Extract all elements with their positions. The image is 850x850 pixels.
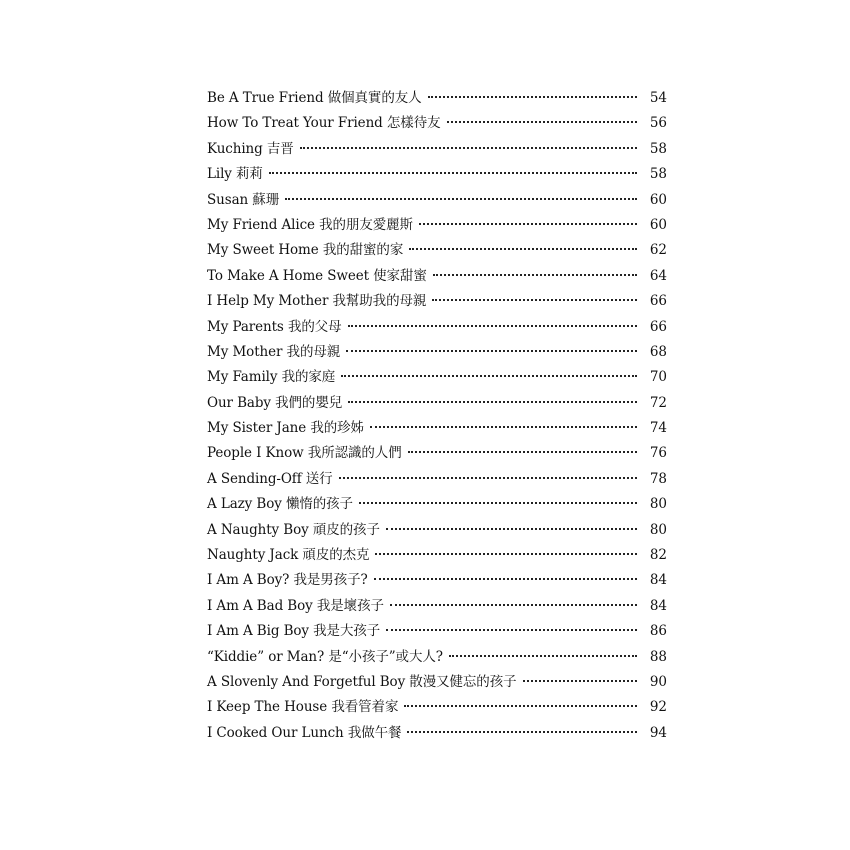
entry-title: I Am A Boy? 我是男孩子? bbox=[207, 572, 368, 589]
entry-page-number: 90 bbox=[649, 673, 667, 690]
entry-page-number: 64 bbox=[649, 267, 667, 284]
entry-title: Susan 蘇珊 bbox=[207, 191, 280, 208]
entry-page-number: 84 bbox=[649, 597, 667, 614]
toc-entry bbox=[207, 86, 667, 111]
entry-title: Naughty Jack 頑皮的杰克 bbox=[207, 547, 370, 564]
dot-leader bbox=[348, 324, 637, 327]
table-of-contents bbox=[207, 86, 667, 746]
entry-page-number: 54 bbox=[649, 90, 667, 106]
toc-entry bbox=[207, 213, 667, 238]
toc-entry bbox=[207, 568, 667, 593]
dot-leader bbox=[375, 552, 637, 555]
toc-entry bbox=[207, 695, 667, 720]
entry-title: A Lazy Boy 懶惰的孩子 bbox=[207, 496, 353, 513]
dot-leader bbox=[407, 730, 637, 733]
toc-entry bbox=[207, 289, 667, 314]
toc-entry bbox=[207, 619, 667, 644]
toc-entry bbox=[207, 137, 667, 162]
dot-leader bbox=[409, 247, 637, 250]
entry-page-number: 80 bbox=[649, 521, 667, 538]
toc-entry bbox=[207, 441, 667, 466]
entry-page-number: 66 bbox=[649, 318, 667, 335]
toc-entry bbox=[207, 340, 667, 365]
toc-entry bbox=[207, 188, 667, 213]
entry-page-number: 62 bbox=[649, 242, 667, 259]
toc-entry bbox=[207, 315, 667, 340]
toc-entry bbox=[207, 238, 667, 263]
dot-leader bbox=[374, 577, 637, 580]
entry-page-number: 60 bbox=[649, 191, 667, 208]
toc-entry bbox=[207, 670, 667, 695]
entry-title: I Help My Mother 我幫助我的母親 bbox=[207, 293, 427, 310]
entry-page-number: 68 bbox=[649, 343, 667, 360]
entry-title: My Sister Jane 我的珍姊 bbox=[207, 420, 364, 437]
dot-leader bbox=[359, 501, 637, 504]
toc-entry bbox=[207, 416, 667, 441]
entry-title: My Family 我的家庭 bbox=[207, 369, 336, 386]
dot-leader bbox=[433, 273, 637, 276]
dot-leader bbox=[386, 628, 637, 631]
entry-page-number: 88 bbox=[649, 648, 667, 665]
dot-leader bbox=[341, 374, 637, 377]
dot-leader bbox=[346, 349, 637, 352]
dot-leader bbox=[390, 603, 637, 606]
entry-page-number: 84 bbox=[649, 572, 667, 589]
toc-entry bbox=[207, 518, 667, 543]
entry-title: I Keep The House 我看管着家 bbox=[207, 699, 399, 716]
toc-entry bbox=[207, 594, 667, 619]
toc-entry bbox=[207, 645, 667, 670]
entry-page-number: 78 bbox=[649, 470, 667, 487]
entry-page-number: 82 bbox=[649, 547, 667, 564]
toc-entry bbox=[207, 391, 667, 416]
dot-leader bbox=[428, 95, 637, 98]
entry-title: People I Know 我所認識的人們 bbox=[207, 445, 402, 462]
entry-page-number: 70 bbox=[649, 369, 667, 386]
entry-page-number: 66 bbox=[649, 293, 667, 310]
toc-entry bbox=[207, 492, 667, 517]
entry-title: Lily 莉莉 bbox=[207, 166, 263, 183]
dot-leader bbox=[386, 527, 637, 530]
dot-leader bbox=[447, 120, 638, 123]
entry-page-number: 86 bbox=[649, 623, 667, 640]
entry-page-number: 58 bbox=[649, 166, 667, 183]
entry-title: Be A True Friend 做個真實的友人 bbox=[207, 90, 422, 106]
dot-leader bbox=[285, 197, 637, 200]
toc-entry bbox=[207, 264, 667, 289]
entry-title: A Slovenly And Forgetful Boy 散漫又健忘的孩子 bbox=[207, 673, 517, 690]
dot-leader bbox=[408, 450, 637, 453]
entry-title: A Sending-Off 送行 bbox=[207, 470, 333, 487]
dot-leader bbox=[523, 679, 638, 682]
dot-leader bbox=[419, 222, 637, 225]
entry-title: My Sweet Home 我的甜蜜的家 bbox=[207, 242, 404, 259]
toc-entry bbox=[207, 721, 667, 746]
toc-entry bbox=[207, 162, 667, 187]
toc-entry bbox=[207, 543, 667, 568]
entry-title: My Friend Alice 我的朋友愛麗斯 bbox=[207, 216, 413, 233]
dot-leader bbox=[404, 704, 637, 707]
entry-title: Kuching 吉晋 bbox=[207, 140, 294, 157]
entry-title: A Naughty Boy 頑皮的孩子 bbox=[207, 521, 380, 538]
entry-title: I Am A Big Boy 我是大孩子 bbox=[207, 623, 381, 640]
entry-page-number: 74 bbox=[649, 420, 667, 437]
toc-entry bbox=[207, 365, 667, 390]
entry-page-number: 72 bbox=[649, 394, 667, 411]
entry-title: Our Baby 我們的嬰兒 bbox=[207, 394, 343, 411]
toc-entry bbox=[207, 111, 667, 136]
entry-page-number: 56 bbox=[649, 115, 667, 132]
dot-leader bbox=[348, 400, 637, 403]
entry-title: My Parents 我的父母 bbox=[207, 318, 342, 335]
entry-page-number: 76 bbox=[649, 445, 667, 462]
entry-title: My Mother 我的母親 bbox=[207, 343, 341, 360]
dot-leader bbox=[449, 654, 637, 657]
entry-title: How To Treat Your Friend 怎樣待友 bbox=[207, 115, 441, 132]
entry-title: I Am A Bad Boy 我是壞孩子 bbox=[207, 597, 384, 614]
entry-page-number: 92 bbox=[649, 699, 667, 716]
entry-page-number: 80 bbox=[649, 496, 667, 513]
entry-page-number: 58 bbox=[649, 140, 667, 157]
entry-page-number: 94 bbox=[649, 724, 667, 741]
entry-title: “Kiddie” or Man? 是“小孩子”或大人? bbox=[207, 648, 443, 665]
dot-leader bbox=[370, 425, 637, 428]
toc-entry bbox=[207, 467, 667, 492]
dot-leader bbox=[300, 146, 637, 149]
dot-leader bbox=[339, 476, 637, 479]
entry-title: To Make A Home Sweet 使家甜蜜 bbox=[207, 267, 427, 284]
dot-leader bbox=[269, 171, 637, 174]
dot-leader bbox=[432, 298, 637, 301]
entry-page-number: 60 bbox=[649, 216, 667, 233]
entry-title: I Cooked Our Lunch 我做午餐 bbox=[207, 724, 402, 741]
